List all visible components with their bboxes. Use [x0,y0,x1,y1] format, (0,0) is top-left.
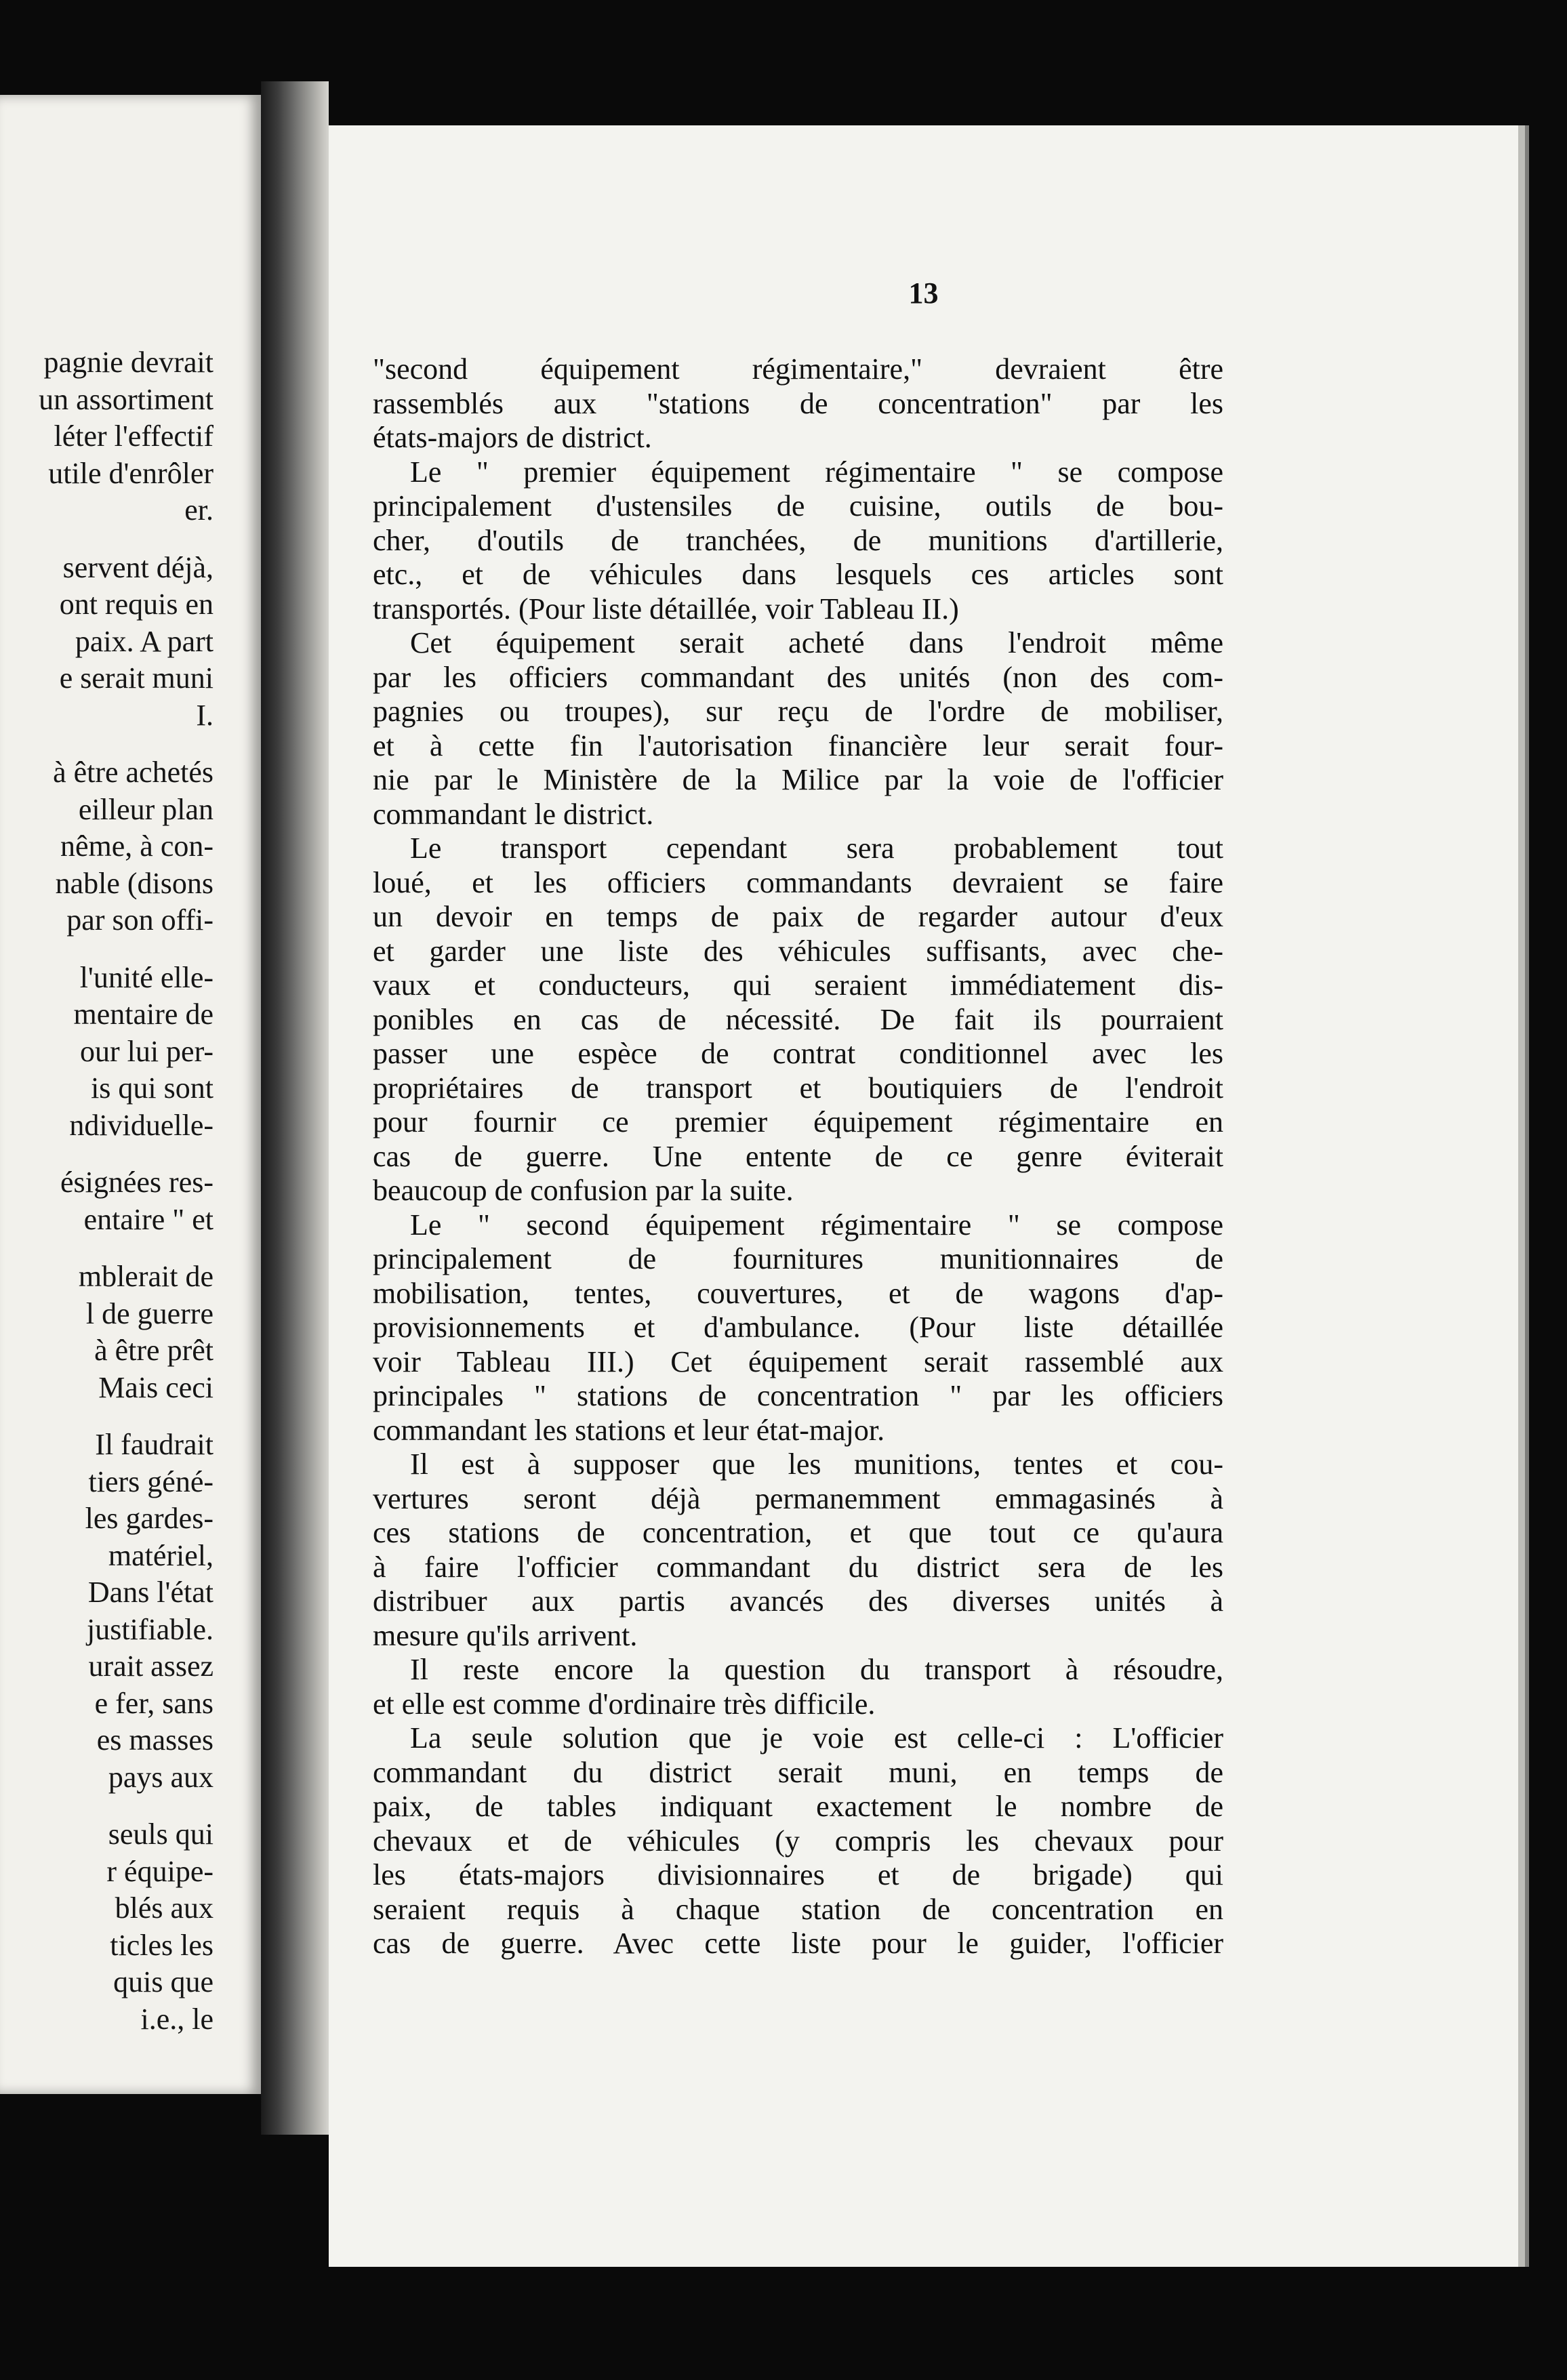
text-line: et à cette fin l'autorisation financière leur serait four- [373,729,1223,762]
text-line: principalement d'ustensiles de cuisine, outils de bou- [373,489,1223,522]
left-line: l'unité elle- [79,960,213,994]
left-line: es masses [96,1723,213,1757]
text-line: loué, et les officiers commandants devraient se faire [373,865,1223,899]
left-line-gap [0,1144,213,1164]
left-line: par son offi- [66,903,213,937]
left-line: à être prêt [94,1334,213,1367]
text-line: passer une espèce de contrat conditionnel avec les [373,1037,1223,1070]
left-line: mentaire de [73,998,213,1031]
text-line: Il reste encore la question du transport à résoudre, [410,1653,1223,1686]
text-line: Le " second équipement régimentaire " se compose [410,1208,1223,1242]
left-line: l de guerre [85,1296,213,1330]
text-line: mobilisation, tentes, couvertures, et de wagons d'ap- [373,1276,1223,1310]
left-line: our lui per- [79,1034,213,1068]
paragraph [373,1208,1223,1448]
text-line: commandant le district. [373,797,654,831]
paragraph [373,1448,1223,1653]
left-line: Mais ceci [98,1370,213,1404]
text-line: principales " stations de concentration " par les officiers [373,1379,1223,1412]
left-line-gap [0,1406,213,1427]
text-line: commandant du district serait muni, en temps de [373,1755,1223,1789]
text-line: mesure qu'ils arrivent. [373,1618,638,1652]
text-line: vertures seront déjà permanemment emmagasinés à [373,1481,1223,1515]
text-line: propriétaires de transport et boutiquiers de l'endroit [373,1071,1223,1105]
text-line: seraient requis à chaque station de concentration en [373,1892,1223,1926]
text-line: Le transport cependant sera probablement tout [410,832,1223,865]
text-line: cher, d'outils de tranchées, de munitions d'artillerie, [373,523,1223,557]
left-line: matériel, [108,1538,213,1572]
text-line: ces stations de concentration, et que tout ce qu'aura [373,1516,1223,1549]
left-line: paix. A part [75,624,213,658]
text-line: pagnies ou troupes), sur reçu de l'ordre de mobiliser, [373,695,1223,728]
left-line-gap [0,1238,213,1258]
text-line: beaucoup de confusion par la suite. [373,1174,794,1207]
book-gutter [261,81,329,2135]
page-right [329,125,1518,2267]
text-line: cas de guerre. Avec cette liste pour le guider, l'officier [373,1927,1223,1960]
text-line: commandant les stations et leur état-major. [373,1413,885,1447]
left-line-gap [0,529,213,550]
text-line: provisionnements et d'ambulance. (Pour liste détaillée [373,1311,1223,1344]
text-line: à faire l'officier commandant du district sera de les [373,1550,1223,1584]
left-line: utile d'enrôler [48,456,213,490]
left-line: ticles les [110,1928,213,1962]
left-line: pays aux [108,1760,213,1794]
paragraph [373,832,1223,1208]
text-line: vaux et conducteurs, qui seraient immédiatement dis- [373,968,1223,1002]
text-line: pour fournir ce premier équipement régimentaire en [373,1105,1223,1138]
left-line: les gardes- [85,1502,213,1535]
text-line: Cet équipement serait acheté dans l'endroit même [410,626,1223,659]
text-line: distribuer aux partis avancés des diverses unités à [373,1584,1223,1618]
left-line: Il faudrait [95,1428,213,1461]
paragraph [373,352,1223,455]
text-line: nie par le Ministère de la Milice par la voie de l'officier [373,763,1223,796]
text-line: paix, de tables indiquant exactement le nombre de [373,1790,1223,1823]
left-line: seuls qui [108,1818,213,1851]
left-line: is qui sont [91,1071,213,1105]
text-line: transportés. (Pour liste détaillée, voir Tableau II.) [373,592,959,625]
text-line: chevaux et de véhicules (y compris les chevaux pour [373,1824,1223,1858]
left-line: ont requis en [59,588,213,621]
left-line: à être achetés [53,756,213,789]
left-line: nable (disons [55,866,213,900]
text-line: ponibles en cas de nécessité. De fait ils pourraient [373,1002,1223,1036]
text-line: un devoir en temps de paix de regarder autour d'eux [373,900,1223,933]
text-line: et garder une liste des véhicules suffisants, avec che- [373,934,1223,968]
text-line: par les officiers commandant des unités (non des com- [373,660,1223,694]
paragraph [373,1653,1223,1721]
left-line-gap [0,1796,213,1816]
facing-page-left [0,95,261,2094]
left-line: entaire " et [83,1202,213,1236]
left-line: justifiable. [87,1612,213,1646]
left-line: urait assez [88,1649,213,1683]
left-line-gap [0,734,213,754]
text-line: les états-majors divisionnaires et de brigade) qui [373,1858,1223,1891]
text-line: cas de guerre. Une entente de ce genre éviterait [373,1139,1223,1173]
left-line: eilleur plan [78,792,213,826]
text-line: états-majors de district. [373,421,652,454]
left-line: ndividuelle- [69,1108,213,1142]
left-line: ésignées res- [60,1166,213,1199]
text-line: "second équipement régimentaire," devraient être [373,352,1223,386]
left-line: i.e., le [140,2002,213,2036]
text-line: La seule solution que je voie est celle-ci : L'officier [410,1721,1223,1755]
left-line: quis que [113,1965,213,1998]
left-line: servent déjà, [62,550,213,584]
text-line: Il est à supposer que les munitions, tentes et cou- [410,1448,1223,1481]
left-line: blés aux [115,1891,213,1925]
left-line: r équipe- [106,1854,213,1888]
page-number: 13 [908,276,939,310]
left-line: pagnie devrait [43,346,213,379]
text-line: etc., et de véhicules dans lesquels ces articles sont [373,558,1223,591]
text-line: principalement de fournitures munitionnaires de [373,1242,1223,1275]
paragraph [373,455,1223,627]
paragraph [373,626,1223,832]
left-line: tiers géné- [88,1464,213,1498]
page-body [373,352,1223,1961]
left-line: Dans l'état [87,1576,213,1609]
left-line-gap [0,939,213,960]
left-line: e fer, sans [94,1686,213,1720]
text-line: Le " premier équipement régimentaire " se compose [410,455,1223,489]
left-line: e serait muni [59,661,213,695]
text-line: voir Tableau III.) Cet équipement serait rassemblé aux [373,1345,1223,1378]
paragraph [373,1721,1223,1961]
text-line: et elle est comme d'ordinaire très difficile. [373,1687,876,1721]
left-line: un assortiment [39,382,213,416]
left-line: léter l'effectif [54,419,213,453]
left-line: I. [196,698,213,732]
facing-page-text [0,344,213,2038]
left-line: nême, à con- [60,829,213,863]
left-line: er. [184,493,213,527]
left-line: mblerait de [78,1260,213,1293]
text-line: rassemblés aux "stations de concentration" par les [373,386,1223,420]
